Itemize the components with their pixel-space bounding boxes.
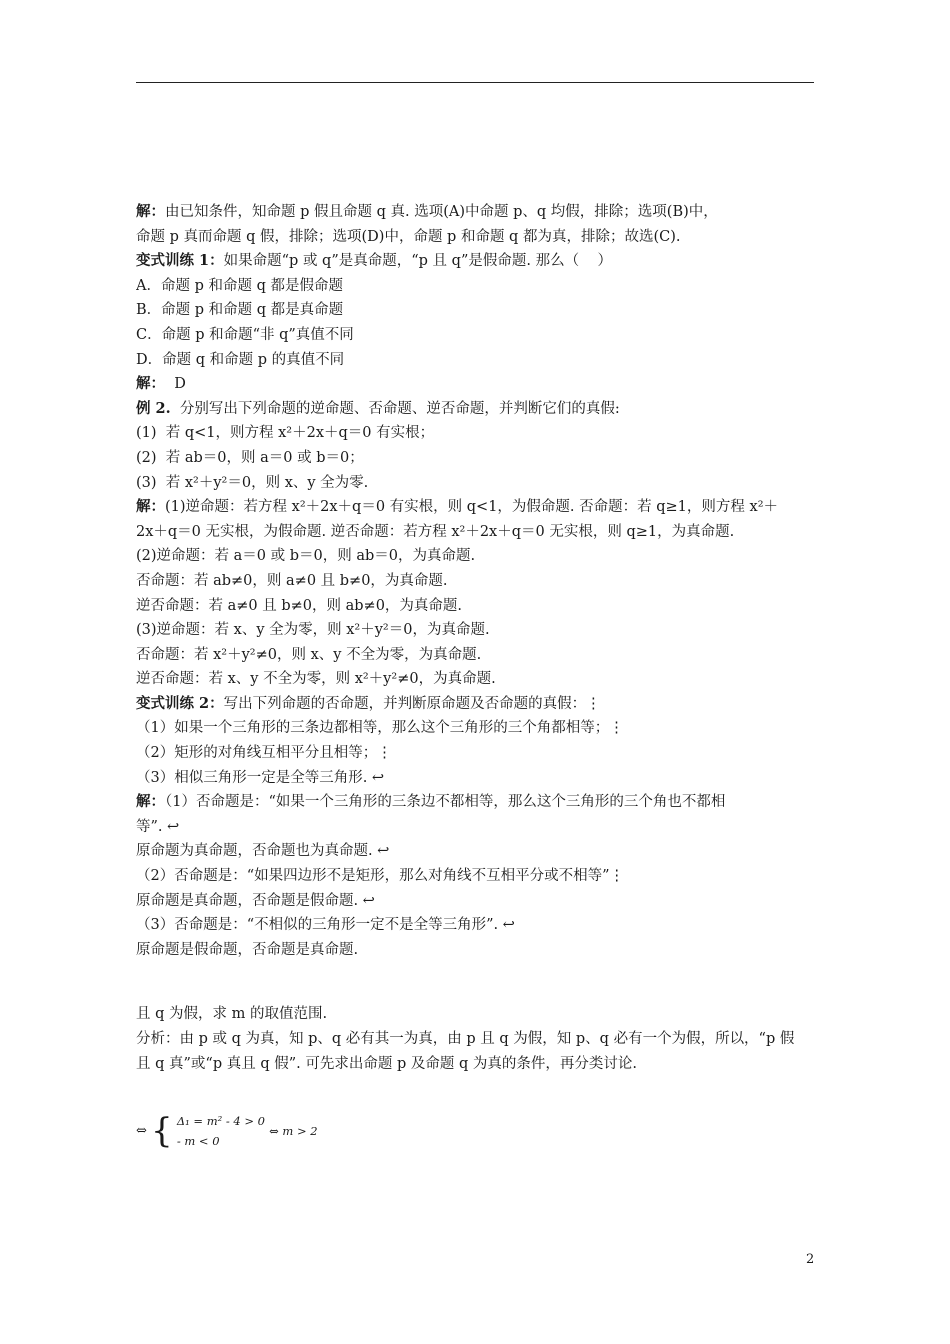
text-line	[136, 889, 816, 914]
document-body	[136, 120, 816, 1173]
text-line	[136, 421, 816, 446]
text-line	[136, 274, 816, 299]
line-text: D．命题 q 和命题 p 的真值不同	[136, 351, 345, 368]
line-text: 命题 p 真而命题 q 假，排除；选项(D)中，命题 p 和命题 q 都为真，排除；故选(C).	[136, 228, 681, 245]
line-text: （3）否命题是：“不相似的三角形一定不是全等三角形”. ↩	[136, 917, 515, 934]
text-line	[136, 864, 816, 889]
text-line	[136, 397, 816, 422]
option-c	[136, 120, 816, 160]
text-line	[136, 913, 816, 938]
text-line	[136, 200, 816, 225]
analysis-line1: 分析：由 p 或 q 为真，知 p、q 必有其一为真，由 p 且 q 为假，知 p、q 必有一个为假，所以，“p 假	[136, 1031, 795, 1047]
solution-line	[136, 1076, 816, 1101]
bold-label: 解：	[136, 203, 165, 220]
line-text: A．命题 p 和命题 q 都是假命题	[136, 277, 343, 294]
page-number: 2	[806, 1252, 815, 1267]
system-lines	[177, 1111, 265, 1151]
bold-label: 解：	[136, 793, 165, 811]
line-text: (2) 若 ab＝0，则 a＝0 或 b＝0；	[136, 449, 364, 466]
line-text: (3) 若 x²＋y²＝0，则 x、y 全为零.	[136, 474, 369, 491]
line-text: (1)逆命题：若方程 x²＋2x＋q＝0 有实根，则 q<1，为假命题. 否命题：若 q≥1，则方程 x²＋	[165, 499, 779, 516]
line-text: 原命题为真命题，否命题也为真命题. ↩	[136, 843, 390, 860]
line-text: 原命题是真命题，否命题是假命题. ↩	[136, 892, 375, 909]
line-text: （1）如果一个三角形的三条边都相等，那么这个三角形的三个角都相等；⋮	[136, 720, 624, 737]
equation-system	[136, 1111, 816, 1173]
line-text: B．命题 p 和命题 q 都是真命题	[136, 302, 344, 319]
text-line	[136, 225, 816, 250]
line-text: 逆否命题：若 a≠0 且 b≠0，则 ab≠0，为真命题.	[136, 597, 463, 614]
text-lines	[136, 200, 816, 962]
text-line	[136, 692, 816, 717]
text-line	[136, 667, 816, 692]
bold-label: 解：	[136, 498, 165, 516]
text-line	[136, 323, 816, 348]
line-text: 等”. ↩	[136, 818, 180, 835]
header-rule	[136, 82, 814, 83]
system-line: - m < 0	[176, 1133, 220, 1148]
example-3	[136, 962, 816, 1002]
line-text: 分别写出下列命题的逆命题、否命题、逆否命题，并判断它们的真假:	[170, 400, 620, 417]
line-text: （3）相似三角形一定是全等三角形. ↩	[136, 769, 385, 786]
bold-label: 例 2.	[136, 399, 171, 417]
line-text: D	[165, 376, 186, 393]
line-text: (2)逆命题：若 a＝0 或 b＝0，则 ab＝0，为真命题.	[136, 548, 476, 565]
text-line	[136, 446, 816, 471]
line-text: 由已知条件，知命题 p 假且命题 q 真. 选项(A)中命题 p、q 均假，排除；选项(B)中，	[165, 204, 718, 220]
text-line	[136, 372, 816, 397]
text-line	[136, 643, 816, 668]
line-text: （1）否命题是：“如果一个三角形的三条边不都相等，那么这个三角形的三个角也不都相	[165, 794, 726, 811]
line-text: (1) 若 q<1，则方程 x²＋2x＋q＝0 有实根；	[136, 425, 435, 442]
line-text: C．命题 p 和命题“非 q”真值不同	[136, 326, 354, 343]
line-text: 否命题：若 ab≠0，则 a≠0 且 b≠0，为真命题.	[136, 572, 448, 589]
text-line	[136, 766, 816, 791]
line-text: 原命题是假命题，否命题是真命题.	[136, 941, 359, 958]
line-text: （2）否命题是：“如果四边形不是矩形，那么对角线不互相平分或不相等”⋮	[136, 868, 625, 885]
bold-label: 解：	[136, 375, 165, 393]
line-text: 如果命题“p 或 q”是真命题，“p 且 q”是假命题. 那么（ ）	[223, 253, 613, 270]
text-line	[136, 716, 816, 741]
line-text: (3)逆命题：若 x、y 全为零，则 x²＋y²＝0，为真命题.	[136, 622, 490, 639]
math-expr: ⇔ m > 2	[269, 1123, 318, 1138]
text-line	[136, 938, 816, 963]
line-text: 2x＋q＝0 无实根，为假命题. 逆否命题：若方程 x²＋2x＋q＝0 无实根，则 q≥1，为真命题.	[136, 523, 735, 540]
text-line	[136, 741, 816, 766]
text-line	[136, 815, 816, 840]
text-line	[136, 298, 816, 323]
line-text: 否命题：若 x²＋y²≠0，则 x、y 不全为零，为真命题.	[136, 646, 482, 663]
left-brace: {	[151, 1110, 173, 1151]
equiv-symbol: ⇔	[136, 1123, 147, 1139]
text-line	[136, 520, 816, 545]
text-line	[136, 471, 816, 496]
text-line	[136, 569, 816, 594]
text-line	[136, 249, 816, 274]
text-line	[136, 594, 816, 619]
example-3-line2: 且 q 为假，求 m 的取值范围.	[136, 1006, 328, 1023]
text-line	[136, 495, 816, 520]
text-line	[136, 839, 816, 864]
bold-label: 变式训练 1：	[136, 252, 224, 270]
line-text: （2）矩形的对角线互相平分且相等；⋮	[136, 745, 392, 762]
option-d	[136, 160, 816, 200]
line-text: 逆否命题：若 x、y 不全为零，则 x²＋y²≠0，为真命题.	[136, 671, 496, 688]
line-text: 写出下列命题的否命题，并判断原命题及否命题的真假：⋮	[223, 695, 601, 712]
text-line	[136, 618, 816, 643]
system-line: Δ₁ = m² - 4 > 0	[176, 1113, 265, 1128]
text-line	[136, 790, 816, 815]
bold-label: 变式训练 2：	[136, 694, 224, 712]
text-line	[136, 544, 816, 569]
text-line	[136, 348, 816, 373]
analysis-line2: 且 q 真”或“p 真且 q 假”. 可先求出命题 p 及命题 q 为真的条件，再分类讨论.	[136, 1055, 637, 1072]
